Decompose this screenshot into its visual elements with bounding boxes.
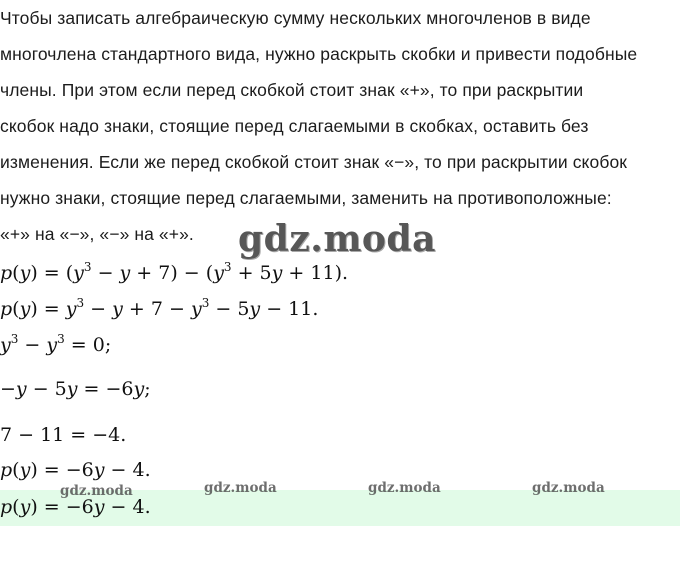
formula-1: $p(y) = (y^3 - y + 7) - (y^3 + 5y + 11)$. <box>0 260 349 284</box>
paragraph-line-2: многочлена стандартного вида, нужно раскрыть скобки и привести подобные <box>0 44 638 64</box>
watermark-small-2: gdz.moda <box>204 480 277 496</box>
answer-formula: p(y) = −6y − 4. <box>0 496 151 518</box>
watermark-small-3: gdz.moda <box>368 480 441 496</box>
formula-3: $y^3 - y^3 = 0$; <box>0 332 112 356</box>
paragraph-line-1: Чтобы записать алгебраическую сумму нескольких многочленов в виде <box>0 8 591 28</box>
watermark-logo: gdz.moda <box>238 218 436 260</box>
paragraph-line-4: скобок надо знаки, стоящие перед слагаемыми в скобках, оставить без <box>0 116 589 136</box>
formula-4: −y − 5y = −6y; <box>0 378 151 400</box>
paragraph-line-5: изменения. Если же перед скобкой стоит знак «−», то при раскрытии скобок <box>0 152 628 172</box>
watermark-small-4: gdz.moda <box>532 480 605 496</box>
paragraph-line-7: «+» на «−», «−» на «+». <box>0 224 194 244</box>
paragraph-line-3: члены. При этом если перед скобкой стоит знак «+», то при раскрытии <box>0 80 584 100</box>
formula-5: 7 − 11 = −4. <box>0 424 127 446</box>
paragraph-line-6: нужно знаки, стоящие перед слагаемыми, заменить на противоположные: <box>0 188 612 208</box>
formula-2: $p(y) = y^3 - y + 7 - y^3 - 5y - 11$. <box>0 296 319 320</box>
formula-6: p(y) = −6y − 4. <box>0 459 151 481</box>
watermark-small-1: gdz.moda <box>60 483 133 499</box>
rule-paragraph <box>0 0 678 252</box>
